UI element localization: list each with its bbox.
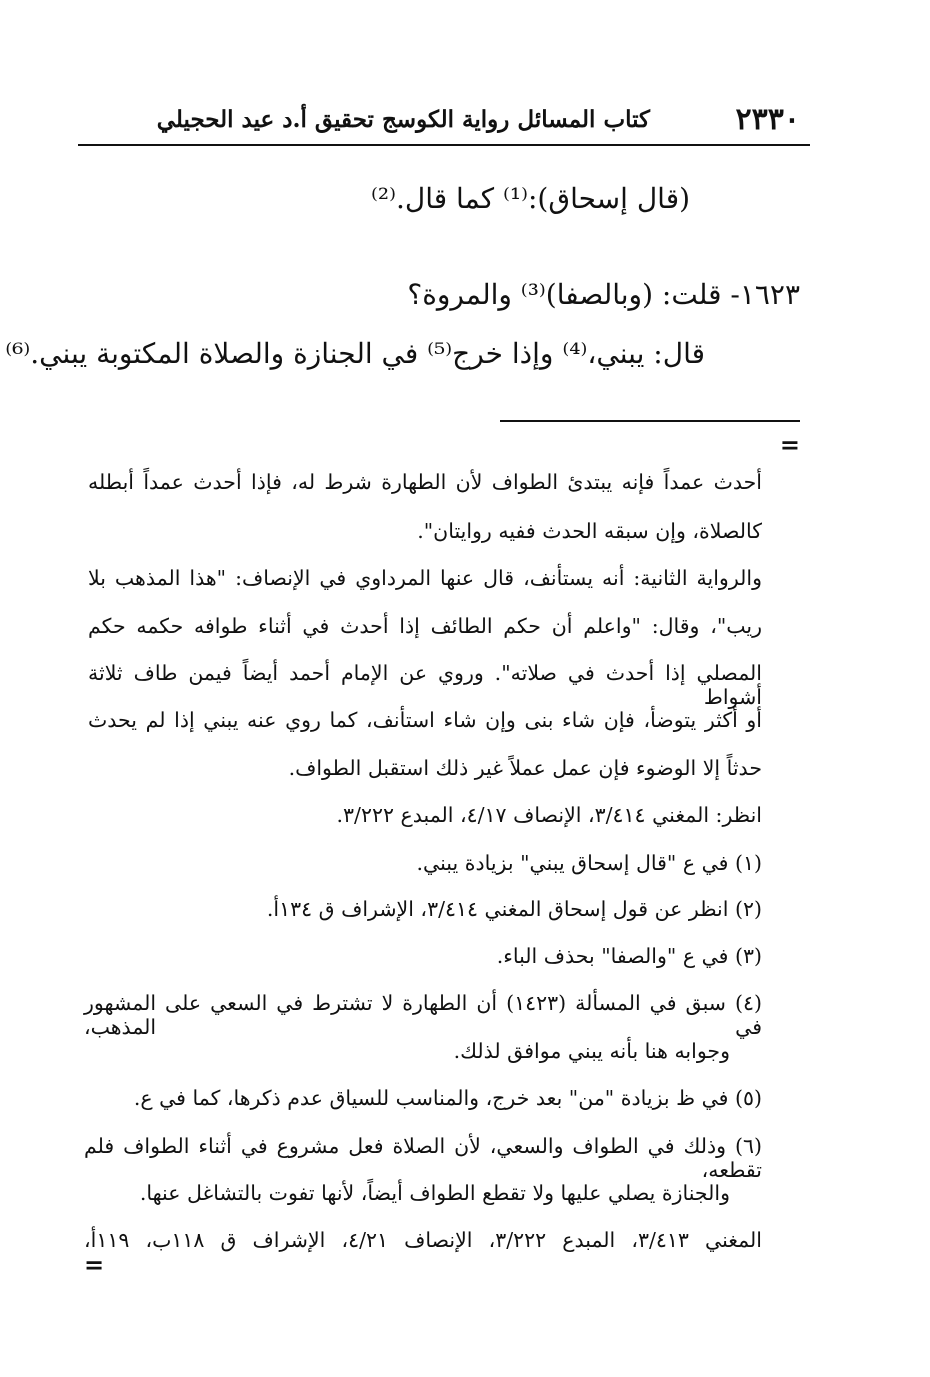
- footnote-3: (٣) في ع "والصفا" بحذف الباء.: [496, 944, 762, 968]
- footnote-line: ريب"، وقال: "واعلم أن حكم الطائف إذا أحدث في أثناء طوافه حكمه حكم: [88, 614, 762, 638]
- issue-answer: قال: يبني،⁽⁴⁾ وإذا خرج⁽⁵⁾ في الجنازة والصلاة المكتوبة يبني.⁽⁶⁾: [5, 337, 705, 370]
- footnote-line: المصلي إذا أحدث في صلاته". وروي عن الإمام أحمد أيضاً فيمن طاف ثلاثة أشواط: [88, 661, 762, 709]
- continuation-mark-bottom: =: [84, 1250, 105, 1279]
- footnote-1: (١) في ع "قال إسحاق يبني" بزيادة يبني.: [416, 851, 762, 875]
- footnote-6: (٦) وذلك في الطواف والسعي، لأن الصلاة فعل مشروع في أثناء الطواف فلم تقطعه،: [84, 1134, 762, 1182]
- page-number: ٢٣٣٠: [735, 102, 800, 137]
- footnote-4: (٤) سبق في المسألة (١٤٢٣) أن الطهارة لا تشترط في السعي على المشهور في المذهب،: [84, 991, 762, 1039]
- footnote-line: أو أكثر يتوضأ، فإن شاء بنى وإن شاء استأنف، كما روي عنه يبني إذا لم يحدث: [88, 708, 762, 732]
- footnote-5: (٥) في ظ بزيادة "من" بعد خرج، والمناسب للسياق عدم ذكرها، كما في ع.: [133, 1086, 762, 1110]
- main-text-line: (قال إسحاق):⁽¹⁾ كما قال.⁽²⁾: [370, 182, 690, 215]
- footnote-4-continued: وجوابه هنا بأنه يبني موافق لذلك.: [453, 1039, 730, 1063]
- footnote-line: كالصلاة، وإن سبقه الحدث ففيه روايتان".: [417, 519, 762, 543]
- footnote-separator: [500, 420, 800, 422]
- footnote-line: والرواية الثانية: أنه يستأنف، قال عنها المرداوي في الإنصاف: "هذا المذهب بلا: [88, 566, 762, 590]
- footnote-line: حدثاً إلا الوضوء فإن عمل عملاً غير ذلك استقبل الطواف.: [288, 756, 762, 780]
- page-header: [78, 100, 810, 146]
- continuation-mark-top: =: [779, 430, 800, 459]
- footnote-line: أحدث عمداً فإنه يبتدئ الطواف لأن الطهارة شرط له، فإذا أحدث عمداً أبطله: [88, 470, 762, 494]
- footnote-2: (٢) انظر عن قول إسحاق المغني ٣/٤١٤، الإشراف ق ١٣٤أ.: [266, 897, 762, 921]
- footnote-6-continued: والجنازة يصلي عليها ولا تقطع الطواف أيضاً، لأنها تفوت بالتشاغل عنها.: [139, 1181, 730, 1205]
- running-title: كتاب المسائل رواية الكوسج تحقيق أ.د عيد الحجيلي: [156, 106, 650, 133]
- footnote-line: انظر: المغني ٣/٤١٤، الإنصاف ٤/١٧، المبدع ٣/٢٢٢.: [336, 803, 762, 827]
- issue-question: ١٦٢٣- قلت: (وبالصفا)⁽³⁾ والمروة؟: [407, 278, 800, 311]
- footnote-6-references: المغني ٣/٤١٣، المبدع ٣/٢٢٢، الإنصاف ٤/٢١، الإشراف ق ١١٨ب، ١١٩أ،: [84, 1228, 762, 1252]
